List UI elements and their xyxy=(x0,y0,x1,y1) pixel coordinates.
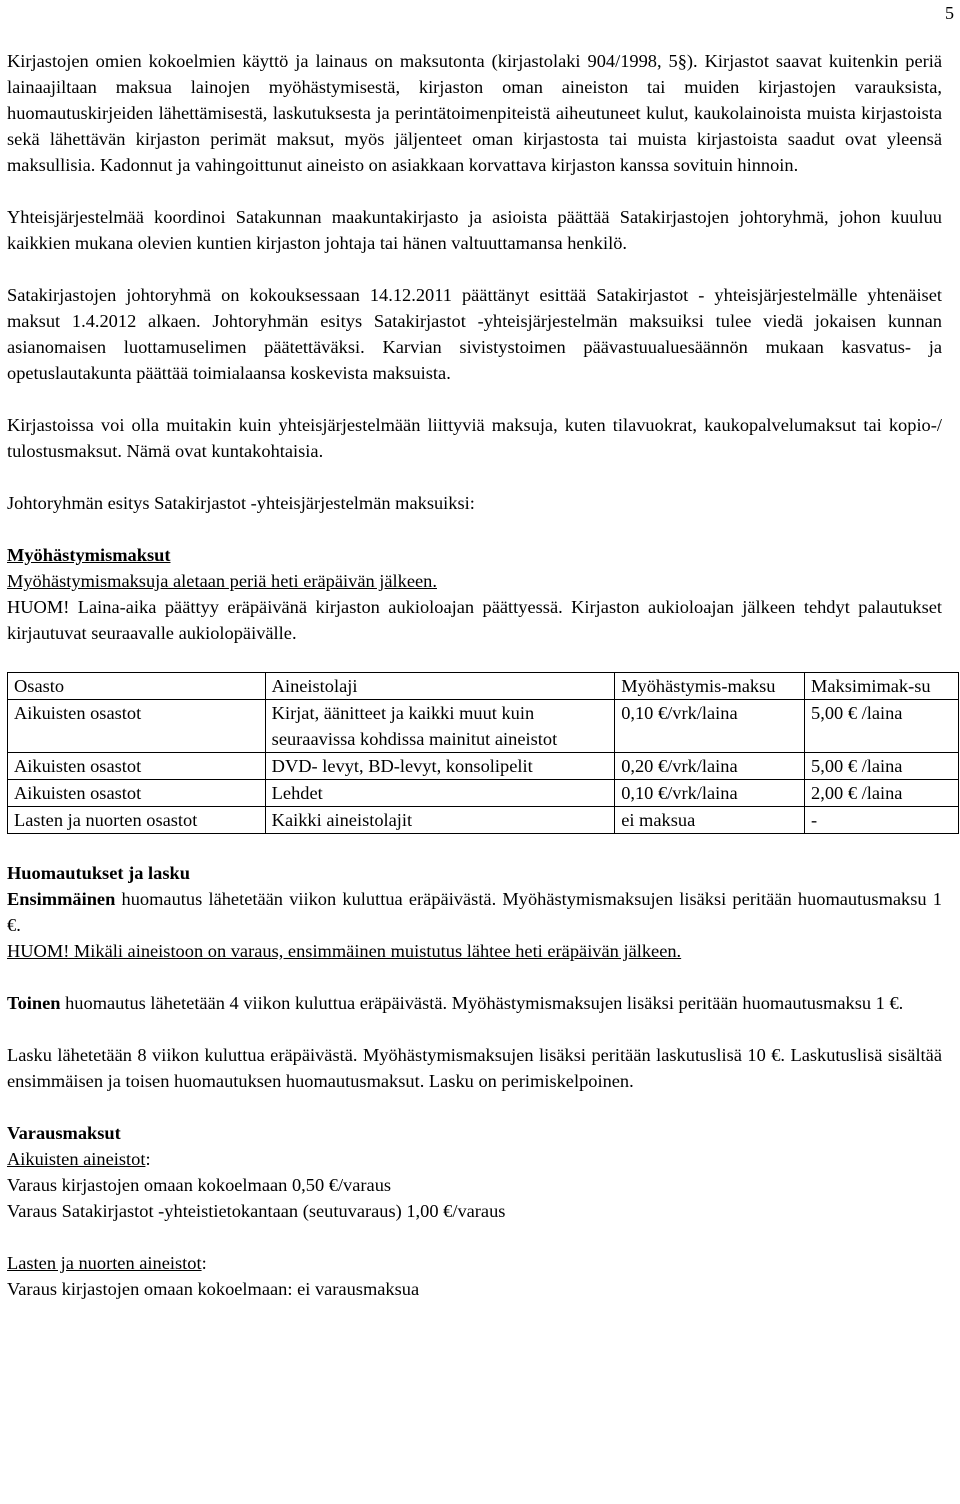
table-header-row xyxy=(8,673,959,700)
late-fees-heading: Myöhästymismaksut xyxy=(7,545,171,565)
table-cell: 0,10 €/vrk/laina xyxy=(615,780,805,807)
table-cell: Lehdet xyxy=(265,780,615,807)
notice-invoice: Lasku lähetetään 8 viikon kuluttua eräpäivästä. Myöhästymismaksujen lisäksi peritään laskutuslisä 10 €. Laskutuslisä sisältää ensimmäisen ja toisen huomautuksen huomautusmaksut. Lasku on perimiskelpoinen. xyxy=(7,1045,942,1091)
table-cell: Aikuisten osastot xyxy=(8,753,266,780)
paragraph-fees-intro xyxy=(7,48,942,178)
notice-first-note-text: HUOM! Mikäli aineistoon on varaus, ensimmäinen muistutus lähtee heti eräpäivän jälkeen. xyxy=(7,941,682,961)
table-cell: 5,00 € /laina xyxy=(805,753,959,780)
reservations-adult-line1: Varaus kirjastojen omaan kokoelmaan 0,50 €/varaus xyxy=(7,1175,392,1195)
notice-second-text: huomautus lähetetään 4 viikon kuluttua eräpäivästä. Myöhästymismaksujen lisäksi peritään huomautusmaksu 1 €. xyxy=(60,993,904,1013)
reservations-adult-label-text: Aikuisten aineistot xyxy=(7,1149,146,1169)
paragraph-decision: Satakirjastojen johtoryhmä on kokouksessaan 14.12.2011 päättänyt esittää Satakirjastot - yhteisjärjestelmälle yhtenäiset maksut 1.4.2012 alkaen. Johtoryhmän esitys Satakirjastot -yhteisjärjestelmän maksuiksi tulee viedä jokaisen kunnan asianomaisen luottamuselimen päätettäväksi. Karvian sivistystoimen päävastuualuesäännön mukaan kasvatus- ja opetuslautakunta päättää toimialaansa koskevista maksuista. xyxy=(7,285,942,383)
document-body xyxy=(7,48,942,1302)
table-cell: 2,00 € /laina xyxy=(805,780,959,807)
header-aineistolaji: Aineistolaji xyxy=(265,673,615,700)
header-osasto: Osasto xyxy=(8,673,266,700)
notices-heading xyxy=(7,860,942,886)
late-fees-line2: HUOM! Laina-aika päättyy eräpäivänä kirjaston aukioloajan päättyessä. Kirjaston aukioloajan jälkeen tehdyt palautukset kirjautuvat seuraavalle aukiolopäivälle. xyxy=(7,597,942,643)
table-row xyxy=(8,807,959,834)
paragraph-coordination: Yhteisjärjestelmää koordinoi Satakunnan maakuntakirjasto ja asioista päättää Satakirjastojen johtoryhmä, johon kuuluu kaikkien mukana olevien kuntien kirjaston johtaja tai hänen valtuuttamansa henkilö. xyxy=(7,207,942,253)
reservations-adult-line2: Varaus Satakirjastot -yhteistietokantaan (seutuvaraus) 1,00 €/varaus xyxy=(7,1201,506,1221)
table-cell: Lasten ja nuorten osastot xyxy=(8,807,266,834)
table-row xyxy=(8,780,959,807)
late-fees-line1 xyxy=(7,568,942,594)
table-cell: 0,10 €/vrk/laina xyxy=(615,700,805,753)
notice-first-text: huomautus lähetetään viikon kuluttua eräpäivästä. Myöhästymismaksujen lisäksi peritään huomautusmaksu 1 €. xyxy=(7,889,942,935)
header-myohastymismaksu: Myöhästymis-maksu xyxy=(615,673,805,700)
table-row xyxy=(8,700,959,753)
page-number: 5 xyxy=(945,3,954,23)
fees-table xyxy=(7,672,959,834)
paragraph-fees-intro-text: Kirjastojen omien kokoelmien käyttö ja lainaus on maksutonta (kirjastolaki 904/1998, 5§). Kirjastot saavat kuitenkin periä lainaajiltaan maksua lainojen myöhästymisestä, kirjaston oman aineiston tai muiden kirjastojen varauksista, huomautuskirjeiden lähettämisestä, laskutuksesta ja perintätoimenpiteistä aiheutuneet kulut, kaukolainoista muista kirjastoista sekä lähettävän kirjaston perimät maksut, myös jäljenteet oman kirjastosta tai muista kirjastoista saadut ovat yleensä maksullisia. xyxy=(7,51,942,175)
reservations-heading xyxy=(7,1120,942,1146)
paragraph-proposal: Johtoryhmän esitys Satakirjastot -yhteisjärjestelmän maksuiksi: xyxy=(7,493,475,513)
paragraph-fees-intro-tail: Kadonnut ja vahingoittunut aineisto on asiakkaan korvattava kirjaston kanssa sovituin hinnoin. xyxy=(99,155,799,175)
reservations-heading-text: Varausmaksut xyxy=(7,1123,121,1143)
table-cell: - xyxy=(805,807,959,834)
notice-first-note xyxy=(7,938,942,964)
notices-heading-text: Huomautukset ja lasku xyxy=(7,863,190,883)
table-cell: 5,00 € /laina xyxy=(805,700,959,753)
table-cell: Kirjat, äänitteet ja kaikki muut kuin seuraavissa kohdissa mainitut aineistot xyxy=(265,700,615,753)
table-cell: Kaikki aineistolajit xyxy=(265,807,615,834)
notice-second-label: Toinen xyxy=(7,993,61,1013)
table-cell: DVD- levyt, BD-levyt, konsolipelit xyxy=(265,753,615,780)
table-cell: 0,20 €/vrk/laina xyxy=(615,753,805,780)
reservations-adult-label: Aikuisten aineistot: xyxy=(7,1149,151,1169)
notice-second xyxy=(7,990,942,1016)
header-maksimimaksu: Maksimimak-su xyxy=(805,673,959,700)
reservations-child-label-text: Lasten ja nuorten aineistot xyxy=(7,1253,202,1273)
table-cell: ei maksua xyxy=(615,807,805,834)
table-cell: Aikuisten osastot xyxy=(8,700,266,753)
notice-first-label: Ensimmäinen xyxy=(7,889,116,909)
late-fees-line1-text: Myöhästymismaksuja aletaan periä heti eräpäivän jälkeen. xyxy=(7,571,437,591)
table-cell: Aikuisten osastot xyxy=(8,780,266,807)
paragraph-other-fees: Kirjastoissa voi olla muitakin kuin yhteisjärjestelmään liittyviä maksuja, kuten tilavuokrat, kaukopalvelumaksut tai kopio-/ tulostusmaksut. Nämä ovat kuntakohtaisia. xyxy=(7,415,942,461)
reservations-child-label: Lasten ja nuorten aineistot: xyxy=(7,1253,207,1273)
table-row xyxy=(8,753,959,780)
notice-first xyxy=(7,886,942,938)
reservations-child-line1: Varaus kirjastojen omaan kokoelmaan: ei varausmaksua xyxy=(7,1279,420,1299)
